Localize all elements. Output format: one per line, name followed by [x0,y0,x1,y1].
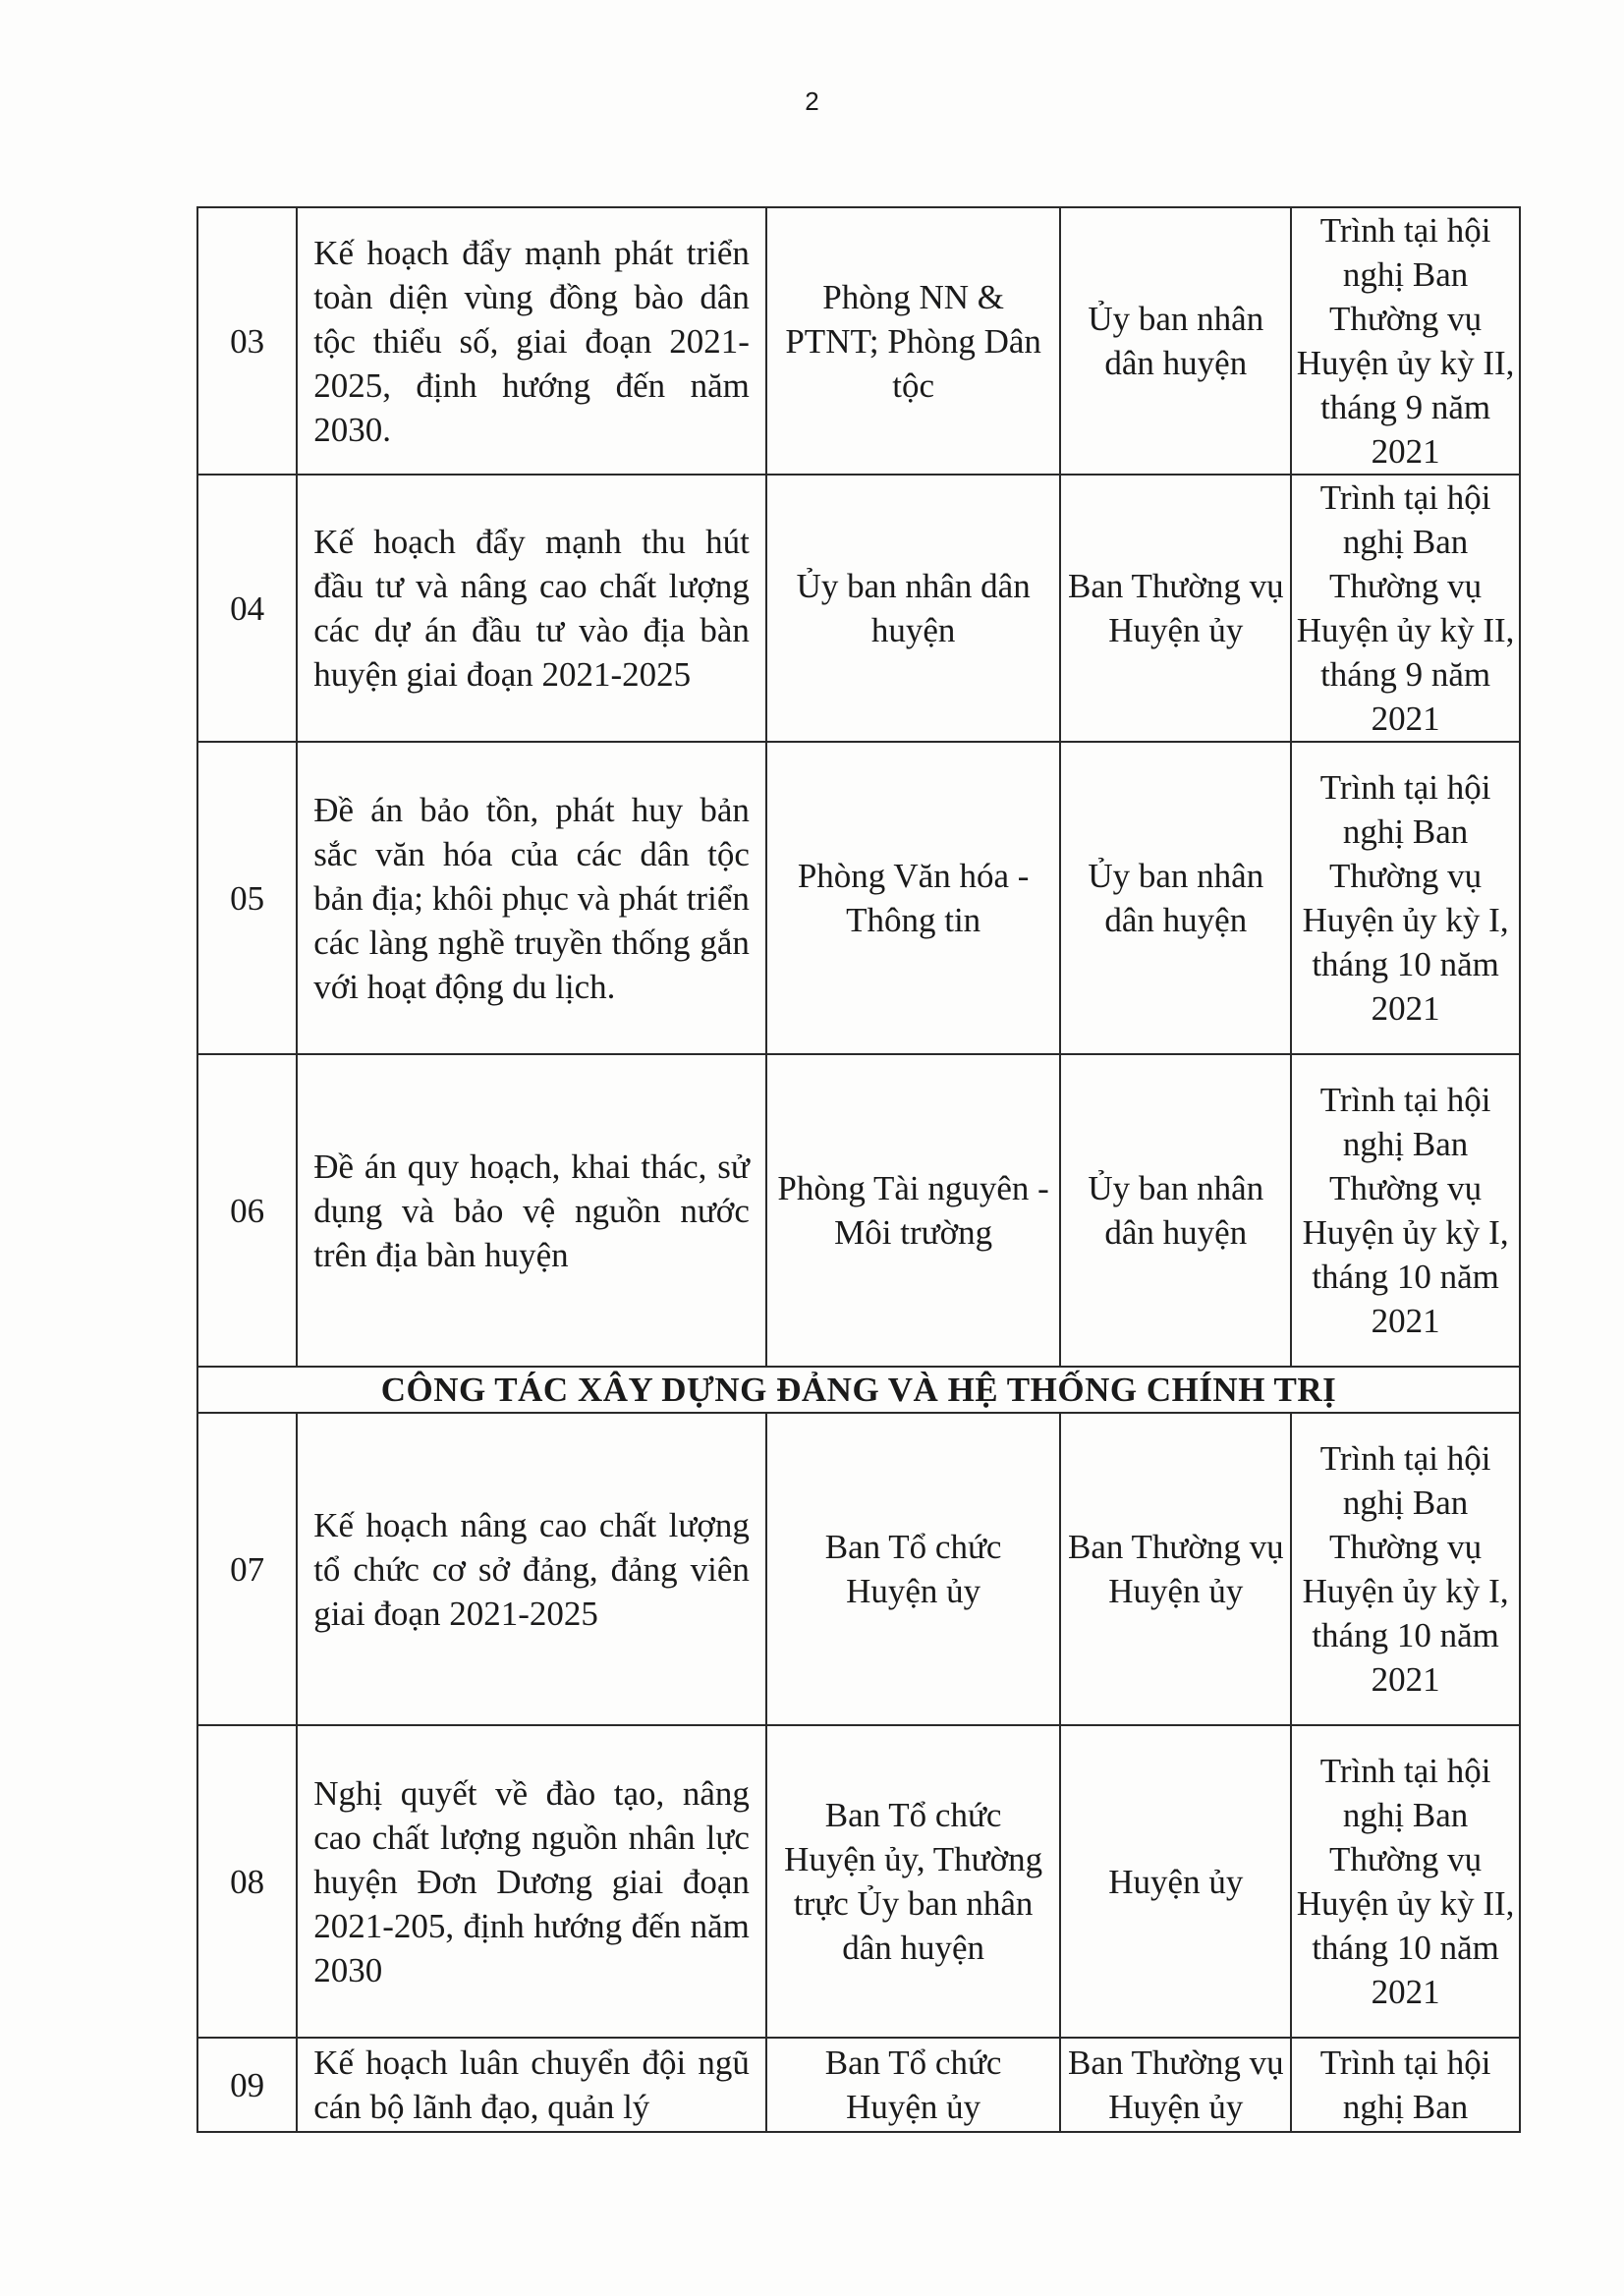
lead-unit: Phòng NN & PTNT; Phòng Dân tộc [766,207,1061,475]
lead-unit: Ban Tổ chức Huyện ủy [766,2038,1061,2132]
submission-time: Trình tại hội nghị Ban Thường vụ Huyện ủy kỳ I, tháng 10 năm 2021 [1291,1054,1520,1367]
table-row [197,1054,1520,1367]
lead-unit: Ban Tổ chức Huyện ủy [766,1413,1061,1725]
issuing-authority: Ban Thường vụ Huyện ủy [1060,1413,1291,1725]
lead-unit: Phòng Văn hóa - Thông tin [766,742,1061,1054]
page-number: 2 [805,86,819,116]
table-row [197,207,1520,475]
row-number: 08 [197,1725,297,2038]
row-number: 03 [197,207,297,475]
table-row [197,2038,1520,2132]
lead-unit: Ban Tổ chức Huyện ủy, Thường trực Ủy ban nhân dân huyện [766,1725,1061,2038]
table-row [197,1413,1520,1725]
section-header-row [197,1367,1520,1413]
task-content: Đề án bảo tồn, phát huy bản sắc văn hóa của các dân tộc bản địa; khôi phục và phát triển các làng nghề truyền thống gắn với hoạt động du lịch. [297,742,766,1054]
submission-time: Trình tại hội nghị Ban Thường vụ Huyện ủy kỳ II, tháng 10 năm 2021 [1291,1725,1520,2038]
issuing-authority: Huyện ủy [1060,1725,1291,2038]
row-number: 05 [197,742,297,1054]
lead-unit: Ủy ban nhân dân huyện [766,475,1061,742]
issuing-authority: Ban Thường vụ Huyện ủy [1060,475,1291,742]
lead-unit: Phòng Tài nguyên - Môi trường [766,1054,1061,1367]
row-number: 06 [197,1054,297,1367]
issuing-authority: Ban Thường vụ Huyện ủy [1060,2038,1291,2132]
submission-time: Trình tại hội nghị Ban [1291,2038,1520,2132]
submission-time: Trình tại hội nghị Ban Thường vụ Huyện ủy kỳ II, tháng 9 năm 2021 [1291,207,1520,475]
submission-time: Trình tại hội nghị Ban Thường vụ Huyện ủy kỳ II, tháng 9 năm 2021 [1291,475,1520,742]
task-content: Kế hoạch đẩy mạnh thu hút đầu tư và nâng cao chất lượng các dự án đầu tư vào địa bàn huyện giai đoạn 2021-2025 [297,475,766,742]
task-content: Kế hoạch luân chuyển đội ngũ cán bộ lãnh đạo, quản lý [297,2038,766,2132]
row-number: 07 [197,1413,297,1725]
row-number: 04 [197,475,297,742]
submission-time: Trình tại hội nghị Ban Thường vụ Huyện ủy kỳ I, tháng 10 năm 2021 [1291,1413,1520,1725]
task-content: Đề án quy hoạch, khai thác, sử dụng và bảo vệ nguồn nước trên địa bàn huyện [297,1054,766,1367]
row-number: 09 [197,2038,297,2132]
task-content: Kế hoạch nâng cao chất lượng tổ chức cơ sở đảng, đảng viên giai đoạn 2021-2025 [297,1413,766,1725]
task-content: Kế hoạch đẩy mạnh phát triển toàn diện vùng đồng bào dân tộc thiểu số, giai đoạn 2021-2025, định hướng đến năm 2030. [297,207,766,475]
table-row [197,742,1520,1054]
issuing-authority: Ủy ban nhân dân huyện [1060,207,1291,475]
issuing-authority: Ủy ban nhân dân huyện [1060,1054,1291,1367]
section-title: CÔNG TÁC XÂY DỰNG ĐẢNG VÀ HỆ THỐNG CHÍNH TRỊ [197,1367,1520,1413]
task-content: Nghị quyết về đào tạo, nâng cao chất lượng nguồn nhân lực huyện Đơn Dương giai đoạn 2021-205, định hướng đến năm 2030 [297,1725,766,2038]
plan-table [196,206,1521,2133]
table-row [197,1725,1520,2038]
issuing-authority: Ủy ban nhân dân huyện [1060,742,1291,1054]
submission-time: Trình tại hội nghị Ban Thường vụ Huyện ủy kỳ I, tháng 10 năm 2021 [1291,742,1520,1054]
table-row [197,475,1520,742]
